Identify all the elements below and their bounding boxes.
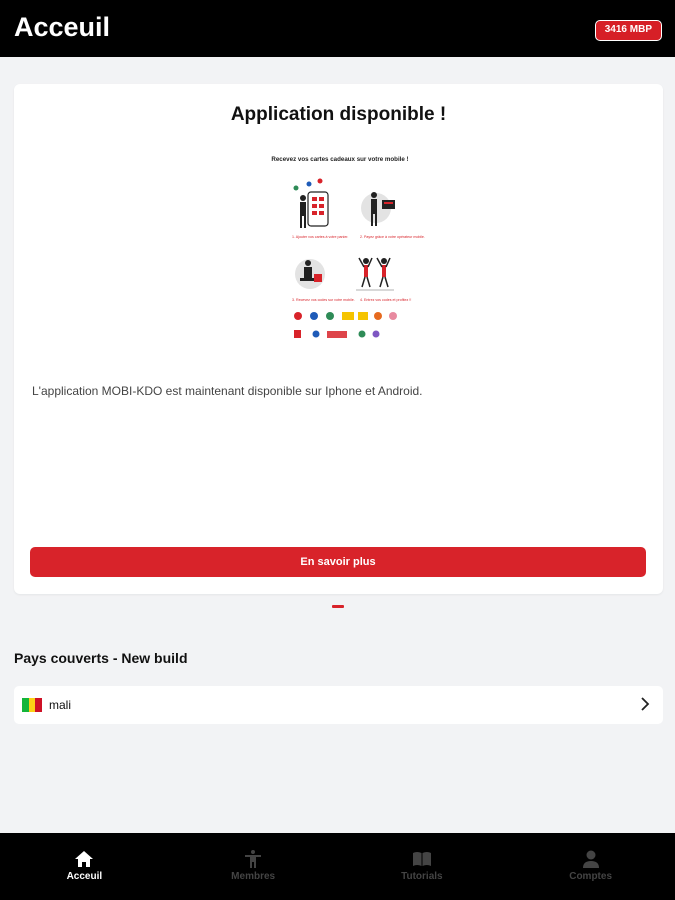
- page-title: Acceuil: [14, 12, 111, 42]
- nav-label: Acceuil: [66, 871, 103, 882]
- nav-item-tutorials[interactable]: [338, 833, 507, 900]
- illustration-step-3: 3. Recevez vos codes sur votre mobile.: [292, 298, 355, 302]
- illustration-step-1: 1. Ajouter vos cartes à votre panier.: [292, 235, 349, 239]
- nav-item-comptes[interactable]: [506, 833, 675, 900]
- balance-badge[interactable]: 3416 MBP: [595, 20, 662, 41]
- account-icon: [581, 849, 601, 869]
- book-icon: [412, 849, 432, 869]
- step-2-figure: [361, 192, 395, 226]
- step-3-figure: [295, 259, 325, 289]
- illustration-step-4: 4. Entrez vos codes et profitez !!: [360, 298, 412, 302]
- partner-logos: [294, 312, 397, 338]
- nav-label: Tutorials: [401, 871, 443, 882]
- chevron-right-icon: [639, 696, 651, 712]
- countries-section-title: Pays couverts - New build: [14, 650, 188, 666]
- mali-flag-icon: [22, 698, 42, 712]
- nav-item-acceuil[interactable]: [0, 833, 169, 900]
- card-title: Application disponible !: [230, 104, 447, 125]
- country-name: mali: [49, 698, 72, 712]
- illustration-step-2: 2. Payez grâce à votre opérateur mobile.: [360, 235, 425, 239]
- country-row-mali[interactable]: [14, 686, 663, 724]
- learn-more-button[interactable]: En savoir plus: [30, 547, 646, 577]
- step-1-figure: [294, 179, 329, 229]
- illustration-heading: Recevez vos cartes cadeaux sur votre mobile !: [271, 156, 409, 163]
- app-header: [0, 0, 675, 57]
- step-4-figure: [356, 258, 394, 290]
- gift-card-illustration: [271, 150, 425, 350]
- nav-label: Comptes: [569, 871, 613, 882]
- carousel-indicator[interactable]: [332, 605, 344, 608]
- nav-label: Membres: [231, 871, 276, 882]
- card-description: L'application MOBI-KDO est maintenant disponible sur Iphone et Android.: [32, 384, 423, 398]
- announcement-card: [14, 84, 663, 594]
- nav-item-membres[interactable]: [169, 833, 338, 900]
- home-icon: [74, 849, 94, 869]
- bottom-navigation: [0, 833, 675, 900]
- person-icon: [243, 849, 263, 869]
